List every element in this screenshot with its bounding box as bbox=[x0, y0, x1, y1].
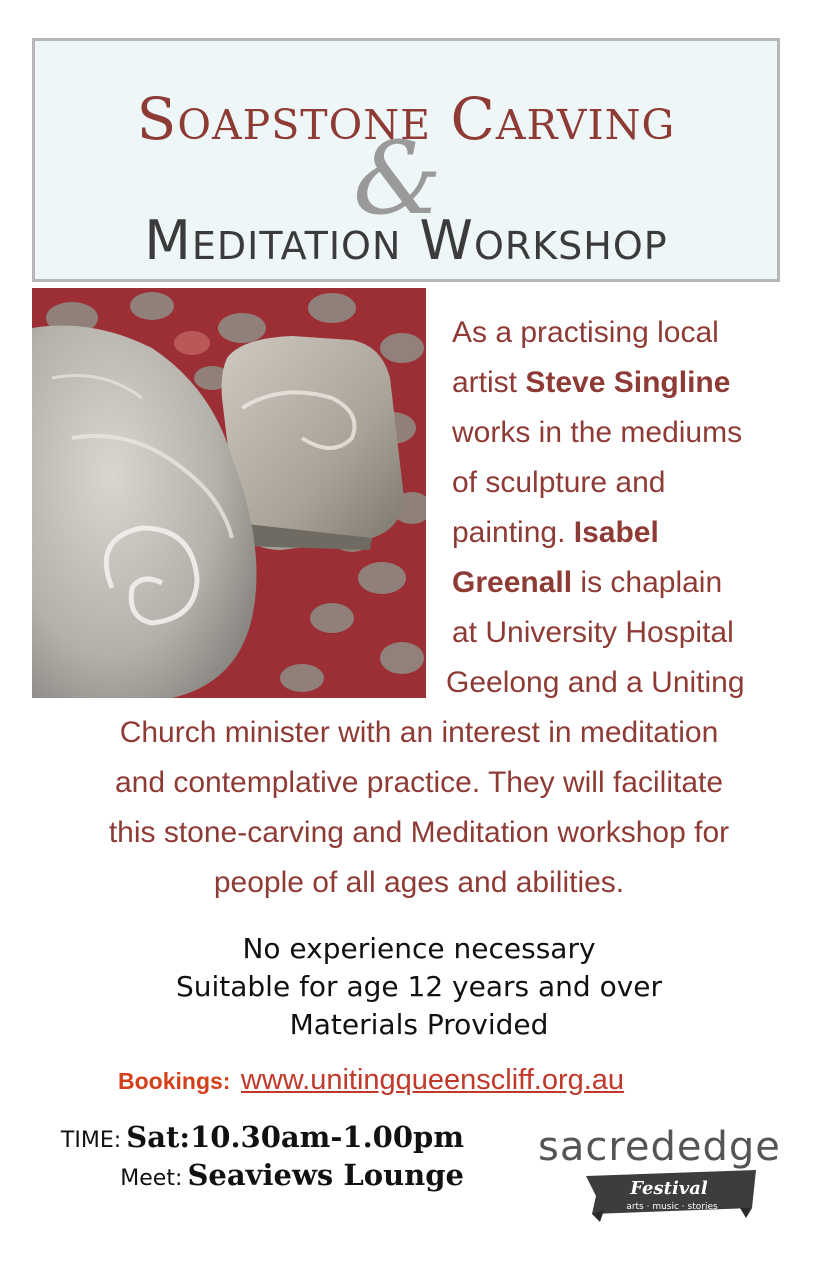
bookings-label: Bookings: bbox=[118, 1068, 231, 1094]
intro-paragraph-right bbox=[446, 308, 812, 708]
ampersand: & bbox=[353, 120, 443, 237]
body-line: and contemplative practice. They will facilitate bbox=[114, 766, 724, 799]
body-line: people of all ages and abilities. bbox=[213, 866, 625, 899]
meet-label: Meet: bbox=[120, 1166, 183, 1191]
time-value: Sat:10.30am-1.00pm bbox=[126, 1120, 464, 1154]
body-line: this stone-carving and Meditation workshop for bbox=[108, 816, 730, 849]
meet-value: Seaviews Lounge bbox=[187, 1158, 464, 1192]
bookings-link[interactable]: www.unitingqueenscliff.org.au bbox=[240, 1064, 625, 1096]
logo-brand-text: sacrededge bbox=[538, 1124, 781, 1170]
body-line: Geelong and a Uniting bbox=[446, 666, 745, 699]
logo-banner-text: Festival bbox=[630, 1178, 708, 1199]
detail-materials: Materials Provided bbox=[289, 1008, 549, 1041]
time-label: TIME: bbox=[60, 1128, 122, 1153]
sacrededge-festival-logo bbox=[534, 1118, 804, 1228]
detail-age: Suitable for age 12 years and over bbox=[175, 970, 663, 1003]
title-line-1: Soapstone Carving bbox=[136, 85, 676, 153]
title-box bbox=[32, 38, 780, 282]
body-line: of sculpture and bbox=[452, 466, 666, 499]
body-line: Greenall is chaplain bbox=[452, 566, 723, 599]
title-line-2: Meditation Workshop bbox=[144, 209, 668, 272]
body-line: works in the mediums bbox=[452, 416, 743, 449]
artist-name: Steve Singline bbox=[525, 366, 731, 399]
bookings-row bbox=[118, 1064, 624, 1097]
detail-experience: No experience necessary bbox=[242, 932, 596, 965]
chaplain-last-name: Greenall bbox=[452, 566, 573, 599]
logo-graphic bbox=[534, 1118, 804, 1228]
intro-paragraph-full bbox=[20, 708, 818, 908]
soapstone-carvings-illustration bbox=[32, 288, 426, 698]
time-row bbox=[61, 1120, 464, 1154]
logo-tagline-text: arts · music · stories bbox=[626, 1202, 718, 1212]
body-line: artist Steve Singline bbox=[452, 366, 731, 399]
meet-row bbox=[120, 1158, 464, 1192]
body-line: Church minister with an interest in meditation bbox=[119, 716, 719, 749]
body-line: at University Hospital bbox=[452, 616, 734, 649]
body-line: As a practising local bbox=[452, 316, 719, 349]
soapstone-carvings-photo bbox=[32, 288, 426, 698]
body-line: painting. Isabel bbox=[452, 516, 659, 549]
workshop-details bbox=[0, 930, 838, 1044]
chaplain-first-name: Isabel bbox=[573, 516, 659, 549]
